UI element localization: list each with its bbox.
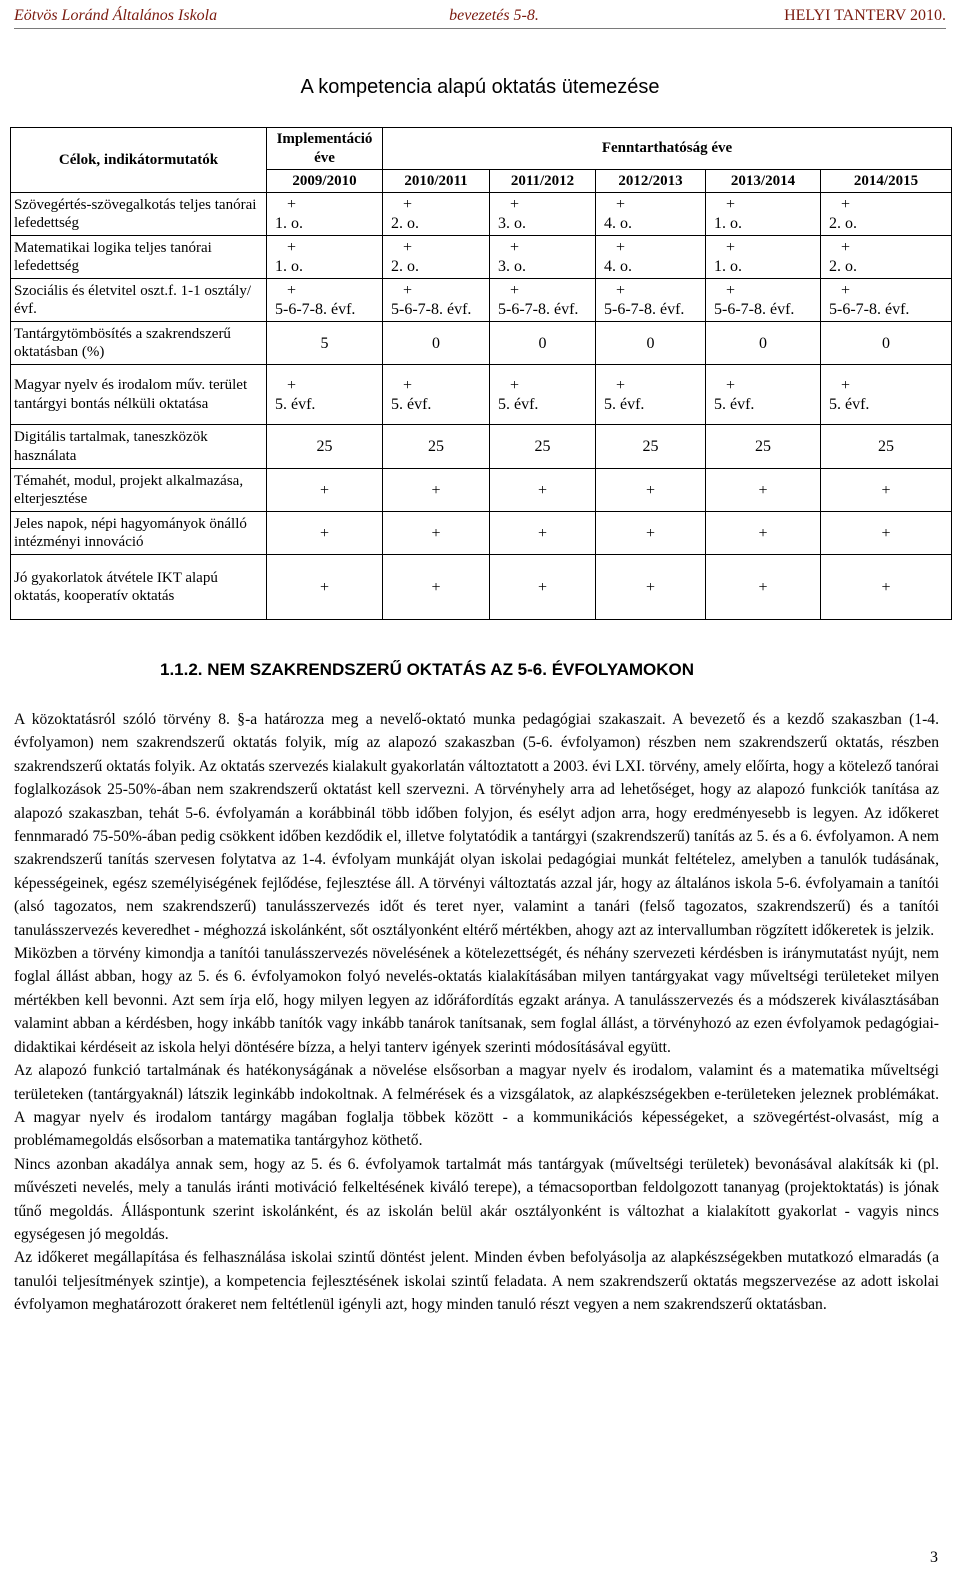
row-label: Jó gyakorlatok átvétele IKT alapú oktatás, kooperatív oktatás [11, 555, 267, 620]
schedule-cell: 0 [490, 322, 596, 365]
table-row [11, 322, 952, 365]
schedule-cell: 0 [596, 322, 706, 365]
schedule-cell: + [706, 512, 821, 555]
schedule-cell [490, 279, 596, 322]
schedule-cell: + [490, 555, 596, 620]
cell-grade: 5. évf. [604, 395, 645, 413]
row-label: Digitális tartalmak, taneszközök használata [11, 425, 267, 469]
schedule-cell: + [596, 469, 706, 512]
table-header-row [11, 128, 952, 170]
schedule-cell [821, 365, 952, 425]
schedule-cell: 5 [267, 322, 383, 365]
cell-mark: + [841, 239, 851, 256]
cell-mark: + [616, 376, 626, 394]
cell-grade: 1. o. [714, 258, 742, 275]
header-school: Eötvös Loránd Általános Iskola [14, 7, 218, 24]
cell-mark: + [510, 239, 520, 256]
cell-mark: + [616, 239, 626, 256]
schedule-cell [490, 365, 596, 425]
cell-mark: + [726, 282, 736, 299]
paragraph: A közoktatásról szóló törvény 8. §-a határozza meg a nevelő-oktató munka pedagógiai szakaszait. A bevezető és a kezdő szakaszban (1-4. évfolyamon) nem szakrendszerű oktatás folyik, míg az alapozó szakaszban (5-6. évfolyamon) részben nem szakrendszerű oktatás, részben szakrendszerű oktatás folyik. Az oktatás szervezés kialakult gyakorlatán változtatott a 2003. évi LXI. törvény, amely előírta, hogy a kötelező tanórai foglalkozások 25-50%-ában nem szakrendszerű oktatást kell szervezni. A törvényhely arra ad lehetőséget, hogy az alapozó funkciók tanítása az alapozó szakaszban, tehát 5-6. évfolyamán a korábbinál több időben folyjon, és esélyt adjon arra, hogy eredményesebb is legyen. Az időkeret fennmaradó 75-50%-ában pedig csökkent időben kezdődik el, illetve folytatódik a tantárgyi (szakrendszerű) tanítás az 5. és a 6. évfolyamon. A nem szakrendszerű tanítás szervesen folytatva az 1-4. évfolyam munkáját olyan iskolai pedagógiai munkát feltételez, amelyben a tanulók tudásának, képességeinek, egész személyiségének fejlődése, fejlesztése áll. A törvényi változtatás azzal jár, hogy az általános iskola 5-6. évfolyamain a tanítói (alsó tagozatos, nem szakrendszerű) tanulásszervezés időt és teret nyer, valamint a tanári (felső tagozatos, szakrendszerű) és a tanítói tanulásszervezés keveredhet - méghozzá iskolánként, sőt osztályonként eltérő mértékben, ahogy azt az intervallumban rögzített időkeretek is jelzik. [14, 711, 939, 939]
body-text [14, 708, 939, 1317]
schedule-cell: + [267, 512, 383, 555]
schedule-cell: + [490, 512, 596, 555]
cell-grade: 5. évf. [714, 395, 755, 413]
cell-grade: 2. o. [829, 215, 857, 232]
row-label: Szövegértés-szövegalkotás teljes tanórai lefedettség [11, 193, 267, 236]
schedule-cell [383, 193, 490, 236]
schedule-cell: 25 [267, 425, 383, 469]
cell-mark: + [403, 239, 413, 256]
year-cell: 2013/2014 [706, 170, 821, 193]
header-document: HELYI TANTERV 2010. [784, 7, 946, 24]
cell-grade: 2. o. [391, 258, 419, 275]
schedule-cell: + [267, 469, 383, 512]
schedule-cell: 25 [821, 425, 952, 469]
row-label: Témahét, modul, projekt alkalmazása, elterjesztése [11, 469, 267, 512]
cell-grade: 1. o. [275, 215, 303, 232]
schedule-cell [596, 279, 706, 322]
schedule-cell [596, 193, 706, 236]
cell-grade: 4. o. [604, 215, 632, 232]
schedule-cell: + [821, 512, 952, 555]
cell-mark: + [403, 282, 413, 299]
cell-grade: 5. évf. [391, 395, 432, 413]
year-cell: 2012/2013 [596, 170, 706, 193]
cell-grade: 5. évf. [275, 395, 316, 413]
schedule-cell: 25 [596, 425, 706, 469]
schedule-cell: 25 [383, 425, 490, 469]
schedule-cell [490, 193, 596, 236]
cell-grade: 5. évf. [498, 395, 539, 413]
year-cell: 2014/2015 [821, 170, 952, 193]
schedule-cell [821, 236, 952, 279]
schedule-cell: + [383, 555, 490, 620]
cell-grade: 3. o. [498, 258, 526, 275]
table-row [11, 193, 952, 236]
schedule-cell: + [383, 512, 490, 555]
schedule-cell: + [821, 555, 952, 620]
schedule-cell: + [490, 469, 596, 512]
cell-mark: + [841, 196, 851, 213]
schedule-cell [383, 279, 490, 322]
schedule-cell: 25 [490, 425, 596, 469]
schedule-cell: + [821, 469, 952, 512]
schedule-cell: 0 [383, 322, 490, 365]
schedule-cell: + [706, 469, 821, 512]
table-row [11, 236, 952, 279]
table-row [11, 365, 952, 425]
schedule-cell: + [596, 512, 706, 555]
cell-mark: + [287, 282, 297, 299]
schedule-cell [490, 236, 596, 279]
header-section: bevezetés 5-8. [449, 7, 539, 24]
table-row [11, 425, 952, 469]
section-number: 1.1.2. [160, 660, 203, 679]
schedule-cell: 25 [706, 425, 821, 469]
cell-grade: 1. o. [714, 215, 742, 232]
cell-mark: + [841, 282, 851, 299]
cell-mark: + [726, 376, 736, 394]
paragraph: Miközben a törvény kimondja a tanítói tanulásszervezés növelésének a kötelezettségét, és néhány szervezeti kérdésben is iránymutatást nyújt, nem foglal állást abban, hogy az 5. és 6. évfolyamokon folyó nevelés-oktatás kialakításában milyen tantárgyakat vagy műveltségi területeket milyen mértékben kell bevonni. Azt sem írja elő, hogy milyen legyen az időráfordítás egzakt aránya. A tanulásszervezés és a módszerek kiválasztásában valamint abban a kérdésben, hogy inkább tanítók vagy inkább tanárok tanítsanak, sem foglal állást, a törvényhozó az ezen évfolyamok pedagógiai-didaktikai kérdéseit az iskola helyi döntésére bízza, a helyi tanterv igények szerinti módosításával együtt. [14, 945, 939, 1056]
cell-mark: + [726, 196, 736, 213]
cell-grade: 2. o. [391, 215, 419, 232]
row-label: Matematikai logika teljes tanórai lefedettség [11, 236, 267, 279]
schedule-cell [706, 193, 821, 236]
paragraph: Az alapozó funkció tartalmának és hatékonyságának a növelése elsősorban a magyar nyelv és irodalom, valamint és a matematika műveltségi területeken (tantárgyaknál) látszik leginkább indokoltnak. A felmérések és a vizsgálatok, az alapkészségekben e-területeken jeleznek problémákat. A magyar nyelv és irodalom tantárgy magában foglalja többek között - a kommunikációs képességeket, a szövegértést-olvasást, míg a problémamegoldás elsősorban a matematika tantárgyhoz köthető. [14, 1062, 939, 1150]
row-label: Szociális és életvitel oszt.f. 1-1 osztály/évf. [11, 279, 267, 322]
cell-mark: + [510, 196, 520, 213]
goals-header: Célok, indikátormutatók [11, 128, 267, 193]
year-cell: 2009/2010 [267, 170, 383, 193]
cell-mark: + [403, 376, 413, 394]
cell-grade: 5-6-7-8. évf. [498, 301, 579, 318]
schedule-cell: + [267, 555, 383, 620]
cell-mark: + [403, 196, 413, 213]
cell-mark: + [726, 239, 736, 256]
row-label: Tantárgytömbösítés a szakrendszerű oktatásban (%) [11, 322, 267, 365]
schedule-cell [267, 365, 383, 425]
schedule-cell: + [596, 555, 706, 620]
schedule-cell [267, 236, 383, 279]
paragraph: Nincs azonban akadálya annak sem, hogy az 5. és 6. évfolyamok tartalmát más tantárgyak (műveltségi területek) bevonásával alakítsák ki (pl. művészeti nevelés, mely a tanulás iránti motiváció felkeltésének kiváló terepe), a témacsoportban feldolgozott tananyag (projektoktatás) is jónak tűnő megoldás. Álláspontunk szerint iskolánként, és az iskolán belül akár osztályonként is változhat a kialakított gyakorlat - vagyis nincs egységesen jó megoldás. [14, 1155, 939, 1243]
page-title: A kompetencia alapú oktatás ütemezése [300, 76, 660, 98]
schedule-cell [821, 279, 952, 322]
cell-grade: 2. o. [829, 258, 857, 275]
schedule-cell [383, 236, 490, 279]
schedule-cell: 0 [821, 322, 952, 365]
sustainability-header: Fenntarthatóság éve [383, 128, 952, 170]
cell-grade: 1. o. [275, 258, 303, 275]
cell-mark: + [841, 376, 851, 394]
schedule-cell [383, 365, 490, 425]
schedule-table [10, 127, 952, 620]
cell-grade: 5. évf. [829, 395, 870, 413]
cell-grade: 5-6-7-8. évf. [604, 301, 685, 318]
cell-mark: + [510, 376, 520, 394]
page-header [14, 4, 946, 29]
cell-mark: + [287, 196, 297, 213]
cell-mark: + [510, 282, 520, 299]
row-label: Magyar nyelv és irodalom műv. terület tantárgyi bontás nélküli oktatása [11, 365, 267, 425]
cell-grade: 5-6-7-8. évf. [829, 301, 910, 318]
schedule-cell [706, 365, 821, 425]
cell-grade: 5-6-7-8. évf. [275, 301, 356, 318]
paragraph: Az időkeret megállapítása és felhasználása iskolai szintű döntést jelent. Minden évben befolyásolja az alapkészségekben mutatkozó elmaradás (a tanulói teljesítmények szintje), a kompetencia fejlesztésének iskolai szintű feladata. A nem szakrendszerű oktatás megszervezése az adott iskolai évfolyamon meghatározott órakeret nem feltétlenül igényli azt, hogy minden tanuló részt vegyen a nem szakrendszerű oktatásban. [14, 1249, 939, 1314]
table-row [11, 512, 952, 555]
schedule-cell: + [383, 469, 490, 512]
cell-grade: 5-6-7-8. évf. [714, 301, 795, 318]
cell-mark: + [616, 282, 626, 299]
schedule-cell [267, 193, 383, 236]
table-row [11, 279, 952, 322]
table-row [11, 555, 952, 620]
schedule-cell: + [706, 555, 821, 620]
cell-grade: 4. o. [604, 258, 632, 275]
cell-grade: 5-6-7-8. évf. [391, 301, 472, 318]
cell-mark: + [287, 376, 297, 394]
cell-mark: + [616, 196, 626, 213]
section-title: NEM SZAKRENDSZERŰ OKTATÁS AZ 5-6. ÉVFOLYAMOKON [207, 660, 695, 679]
year-cell: 2011/2012 [490, 170, 596, 193]
table-row [11, 469, 952, 512]
page-number: 3 [930, 1549, 938, 1566]
section-heading [160, 660, 694, 680]
schedule-cell [596, 236, 706, 279]
cell-grade: 3. o. [498, 215, 526, 232]
implementation-header: Implementáció éve [267, 128, 383, 170]
schedule-cell: 0 [706, 322, 821, 365]
schedule-cell [267, 279, 383, 322]
schedule-cell [821, 193, 952, 236]
row-label: Jeles napok, népi hagyományok önálló intézményi innováció [11, 512, 267, 555]
schedule-cell [706, 279, 821, 322]
schedule-cell [596, 365, 706, 425]
schedule-cell [706, 236, 821, 279]
cell-mark: + [287, 239, 297, 256]
year-cell: 2010/2011 [383, 170, 490, 193]
